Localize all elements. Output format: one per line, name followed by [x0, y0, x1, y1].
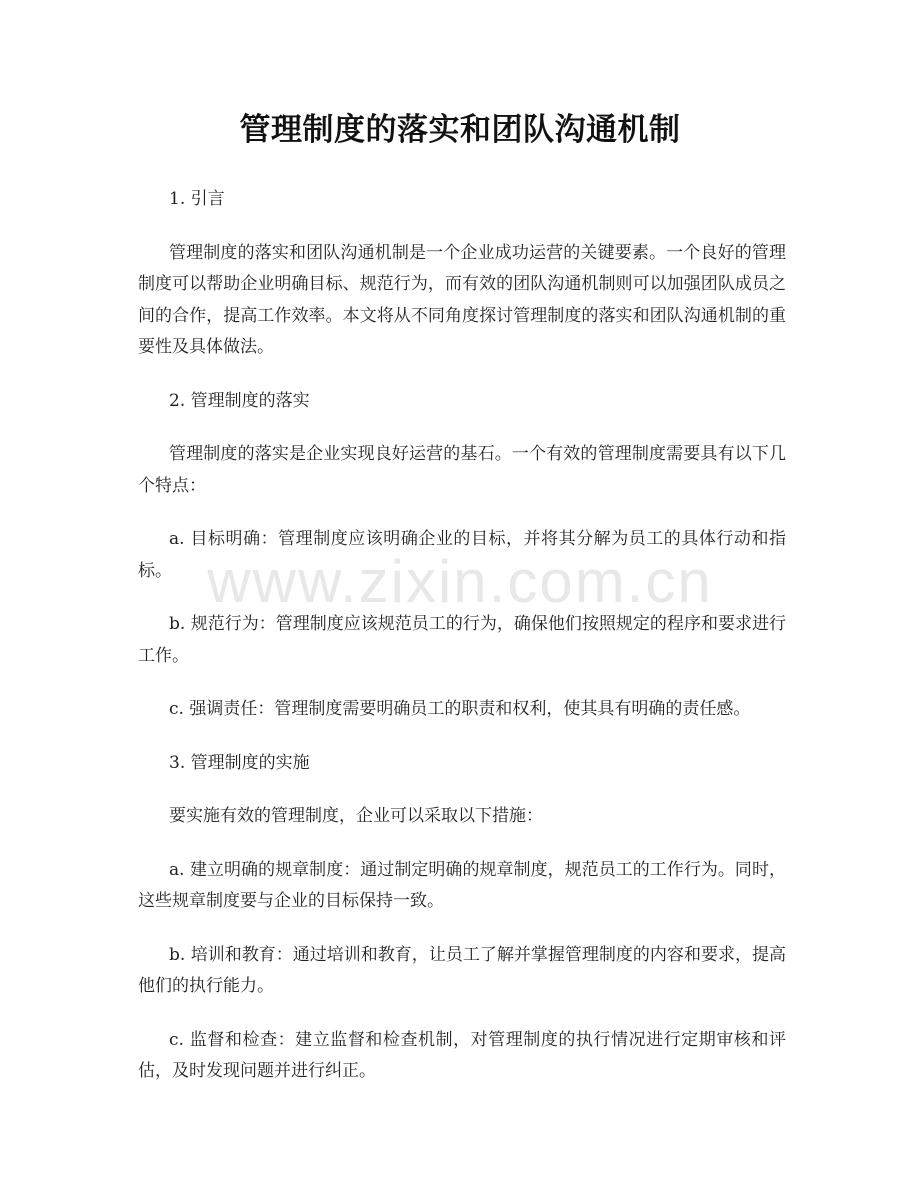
section-heading-implementation: 2. 管理制度的落实: [169, 390, 310, 411]
document-body: [138, 184, 786, 1110]
document-title: 管理制度的落实和团队沟通机制: [239, 112, 681, 148]
list-item: a. 建立明确的规章制度：通过制定明确的规章制度，规范员工的工作行为。同时，这些规章制度要与企业的目标保持一致。: [138, 859, 786, 911]
body-paragraph: 要实施有效的管理制度，企业可以采取以下措施：: [169, 806, 543, 826]
list-item: c. 监督和检查：建立监督和检查机制，对管理制度的执行情况进行定期审核和评估，及时发现问题并进行纠正。: [138, 1029, 786, 1081]
list-item: a. 目标明确：管理制度应该明确企业的目标，并将其分解为员工的具体行动和指标。: [138, 529, 786, 581]
body-paragraph: 管理制度的落实和团队沟通机制是一个企业成功运营的关键要素。一个良好的管理制度可以帮助企业明确目标、规范行为，而有效的团队沟通机制则可以加强团队成员之间的合作，提高工作效率。本文将从不同角度探讨管理制度的落实和团队沟通机制的重要性及具体做法。: [138, 242, 786, 357]
list-item: b. 规范行为：管理制度应该规范员工的行为，确保他们按照规定的程序和要求进行工作。: [138, 614, 786, 666]
section-heading-execution: 3. 管理制度的实施: [169, 752, 310, 773]
list-item: c. 强调责任：管理制度需要明确员工的职责和权利，使其具有明确的责任感。: [169, 699, 751, 719]
watermark: www.zixin.com.cn: [207, 548, 713, 615]
list-item: b. 培训和教育：通过培训和教育，让员工了解并掌握管理制度的内容和要求，提高他们的执行能力。: [138, 944, 786, 996]
body-paragraph: 管理制度的落实是企业实现良好运营的基石。一个有效的管理制度需要具有以下几个特点：: [138, 444, 786, 496]
section-heading-intro: 1. 引言: [169, 189, 225, 209]
